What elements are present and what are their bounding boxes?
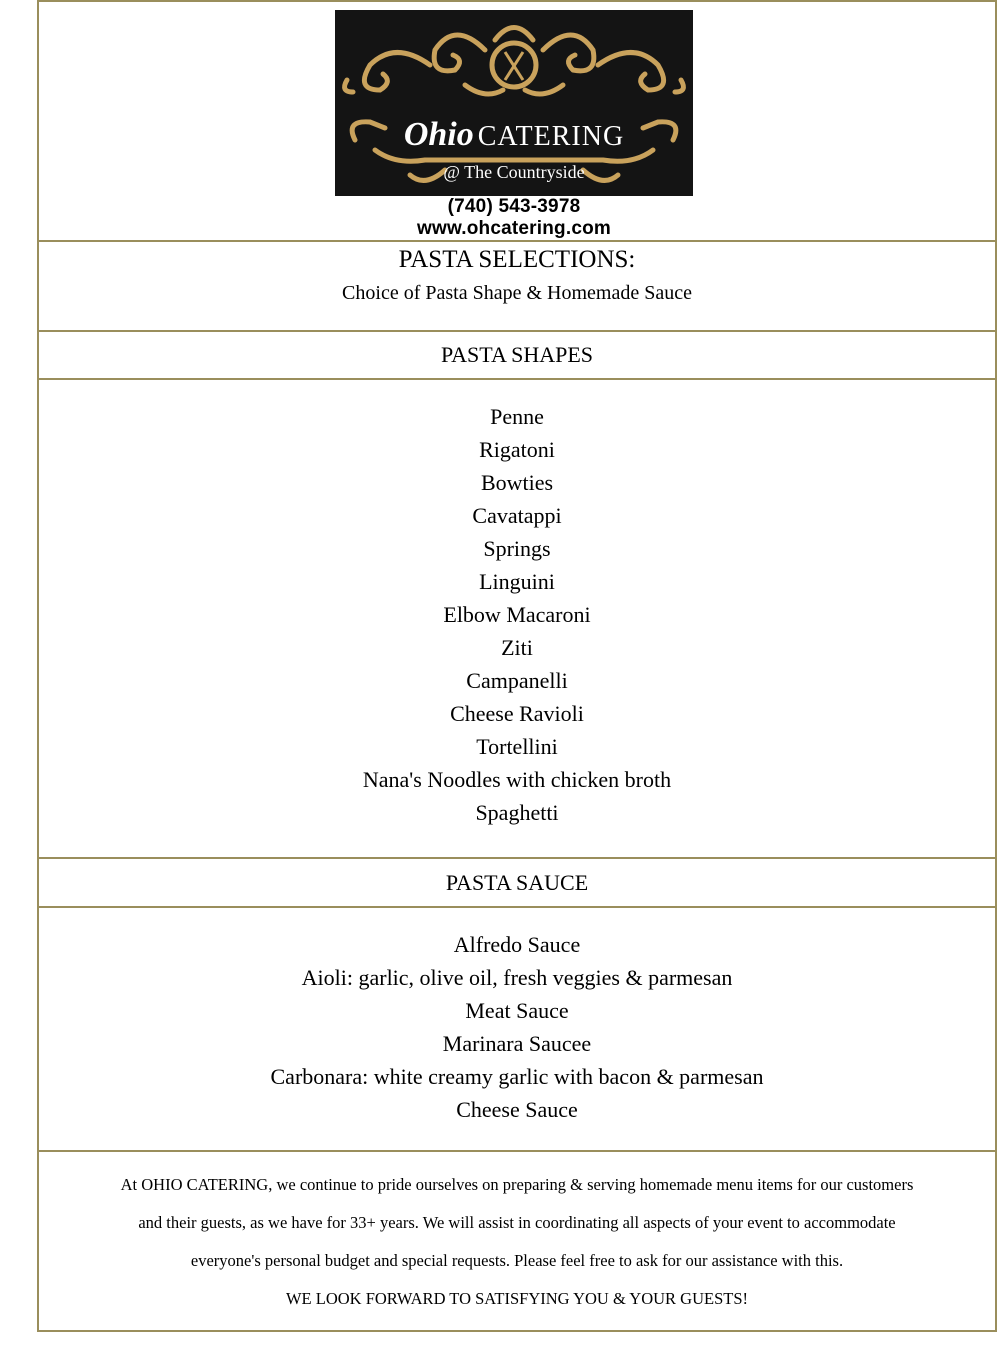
- list-item: Campanelli: [466, 668, 568, 693]
- list-item: Linguini: [479, 569, 555, 594]
- list-item: Elbow Macaroni: [443, 602, 591, 627]
- divider: [39, 1150, 995, 1152]
- ohio-catering-logo: [335, 10, 693, 196]
- logo-word-ohio: Ohio: [403, 116, 474, 153]
- list-item: Cavatappi: [472, 503, 562, 528]
- logo-name: [335, 116, 693, 154]
- shapes-list: [39, 400, 995, 829]
- page-title: PASTA SELECTIONS:: [398, 246, 636, 273]
- list-item: Alfredo Sauce: [453, 932, 581, 957]
- website-link[interactable]: www.ohcatering.com: [417, 218, 611, 239]
- sauce-heading: PASTA SAUCE: [445, 870, 589, 895]
- list-item: Rigatoni: [479, 437, 555, 462]
- list-item: Spaghetti: [475, 800, 559, 825]
- fork-knife-icon: [505, 52, 523, 80]
- page-subtitle: Choice of Pasta Shape & Homemade Sauce: [342, 282, 692, 304]
- shapes-header: [39, 342, 995, 368]
- menu-page-frame: [37, 0, 997, 1332]
- divider: [39, 240, 995, 242]
- footer-section: [39, 1166, 995, 1318]
- logo-word-catering: CATERING: [477, 121, 625, 152]
- contact-line: [335, 196, 693, 240]
- phone-number[interactable]: (740) 543-3978: [447, 196, 581, 217]
- title-section: [39, 246, 995, 305]
- list-item: Aioli: garlic, olive oil, fresh veggies & parmesan: [301, 965, 733, 990]
- list-item: Meat Sauce: [465, 998, 569, 1023]
- list-item: Tortellini: [476, 734, 558, 759]
- list-item: Penne: [490, 404, 544, 429]
- list-item: Springs: [483, 536, 551, 561]
- shapes-heading: PASTA SHAPES: [440, 342, 594, 367]
- list-item: Nana's Noodles with chicken broth: [362, 767, 672, 792]
- list-item: Cheese Ravioli: [450, 701, 584, 726]
- list-item: Ziti: [501, 635, 533, 660]
- footer-closing: WE LOOK FORWARD TO SATISFYING YOU & YOUR GUESTS!: [285, 1289, 749, 1308]
- logo-tagline: @ The Countryside: [443, 162, 585, 182]
- sauce-header: [39, 870, 995, 896]
- divider: [39, 378, 995, 380]
- footer-paragraph: At OHIO CATERING, we continue to pride ourselves on preparing & serving homemade menu items for our customers and their guests, as we have for 33+ years. We will assist in coordinating all aspects of your event to accommodate everyone's personal budget and special requests. Please feel free to ask for our assistance with this.: [120, 1175, 914, 1270]
- list-item: Marinara Saucee: [442, 1031, 592, 1056]
- sauce-list: [39, 928, 995, 1126]
- divider: [39, 857, 995, 859]
- list-item: Cheese Sauce: [456, 1097, 578, 1122]
- list-item: Bowties: [480, 470, 554, 495]
- divider: [39, 906, 995, 908]
- divider: [39, 330, 995, 332]
- list-item: Carbonara: white creamy garlic with bacon & parmesan: [270, 1064, 764, 1089]
